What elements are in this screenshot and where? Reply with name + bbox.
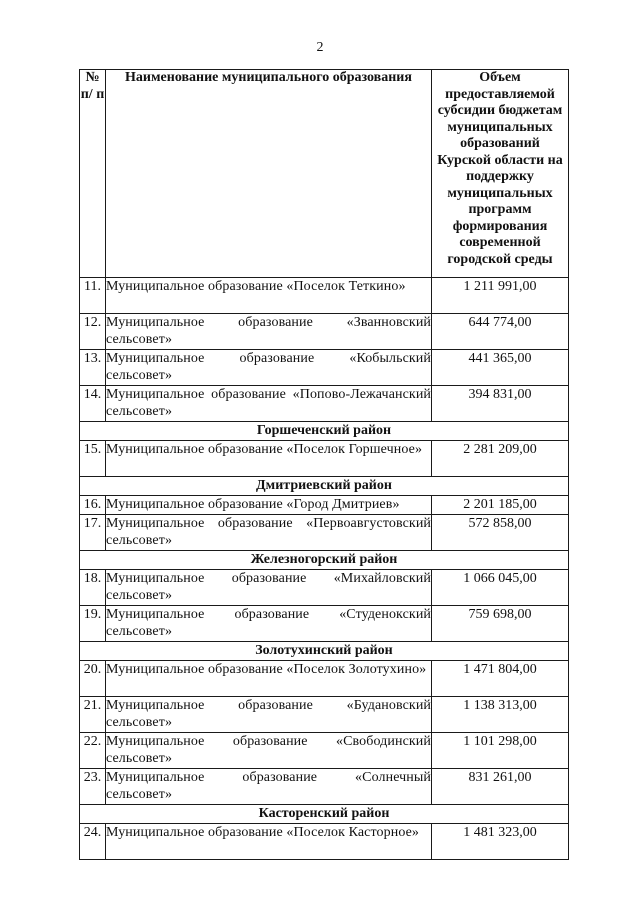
table-row — [80, 824, 569, 860]
row-number: 13. — [80, 350, 106, 386]
district-name: Золотухинский район — [80, 642, 569, 661]
table-body — [80, 70, 569, 860]
municipality-name: Муниципальное образование «Студенокский сельсовет» — [106, 606, 432, 642]
row-number: 18. — [80, 570, 106, 606]
district-name: Дмитриевский район — [80, 477, 569, 496]
district-header-row — [80, 422, 569, 441]
row-number: 16. — [80, 496, 106, 515]
row-number: 24. — [80, 824, 106, 860]
district-header-row — [80, 805, 569, 824]
row-number: 23. — [80, 769, 106, 805]
subsidy-amount: 1 138 313,00 — [432, 697, 569, 733]
subsidy-amount: 1 211 991,00 — [432, 278, 569, 314]
municipality-name: Муниципальное образование «Званновский сельсовет» — [106, 314, 432, 350]
subsidy-amount: 759 698,00 — [432, 606, 569, 642]
table-row — [80, 314, 569, 350]
row-number: 21. — [80, 697, 106, 733]
municipality-name: Муниципальное образование «Город Дмитриев» — [106, 496, 432, 515]
subsidy-amount: 2 281 209,00 — [432, 441, 569, 477]
table-header-row — [80, 70, 569, 278]
district-name: Касторенский район — [80, 805, 569, 824]
district-header-row — [80, 477, 569, 496]
municipality-name: Муниципальное образование «Поселок Золотухино» — [106, 661, 432, 697]
table-row — [80, 733, 569, 769]
municipality-name: Муниципальное образование «Михайловский сельсовет» — [106, 570, 432, 606]
municipality-name: Муниципальное образование «Поселок Горшечное» — [106, 441, 432, 477]
municipality-name: Муниципальное образование «Будановский сельсовет» — [106, 697, 432, 733]
table-row — [80, 769, 569, 805]
page-number: 2 — [316, 40, 324, 55]
table-row — [80, 606, 569, 642]
table-row — [80, 570, 569, 606]
district-header-row — [80, 551, 569, 570]
municipality-name: Муниципальное образование «Солнечный сельсовет» — [106, 769, 432, 805]
table-row — [80, 441, 569, 477]
district-header-row — [80, 642, 569, 661]
subsidy-amount: 644 774,00 — [432, 314, 569, 350]
subsidy-table — [79, 69, 569, 860]
subsidy-amount: 831 261,00 — [432, 769, 569, 805]
row-number: 22. — [80, 733, 106, 769]
subsidy-amount: 441 365,00 — [432, 350, 569, 386]
row-number: 19. — [80, 606, 106, 642]
table-row — [80, 515, 569, 551]
row-number: 17. — [80, 515, 106, 551]
subsidy-amount: 1 471 804,00 — [432, 661, 569, 697]
row-number: 15. — [80, 441, 106, 477]
municipality-name: Муниципальное образование «Кобыльский сельсовет» — [106, 350, 432, 386]
table-row — [80, 386, 569, 422]
municipality-name: Муниципальное образование «Свободинский сельсовет» — [106, 733, 432, 769]
table-row — [80, 697, 569, 733]
header-name: Наименование муниципального образования — [106, 70, 432, 278]
subsidy-amount: 1 066 045,00 — [432, 570, 569, 606]
table-row — [80, 350, 569, 386]
table-row — [80, 278, 569, 314]
subsidy-amount: 1 481 323,00 — [432, 824, 569, 860]
municipality-name: Муниципальное образование «Первоавгустовский сельсовет» — [106, 515, 432, 551]
table-row — [80, 661, 569, 697]
row-number: 20. — [80, 661, 106, 697]
municipality-name: Муниципальное образование «Поселок Теткино» — [106, 278, 432, 314]
subsidy-amount: 2 201 185,00 — [432, 496, 569, 515]
subsidy-amount: 1 101 298,00 — [432, 733, 569, 769]
header-number: № п/ п — [80, 70, 106, 278]
row-number: 11. — [80, 278, 106, 314]
header-amount: Объем предоставляемой субсидии бюджетам муниципальных образований Курской области на поддержку муниципальных программ формирования современной городской среды — [432, 70, 569, 278]
row-number: 12. — [80, 314, 106, 350]
row-number: 14. — [80, 386, 106, 422]
district-name: Железногорский район — [80, 551, 569, 570]
subsidy-amount: 572 858,00 — [432, 515, 569, 551]
district-name: Горшеченский район — [80, 422, 569, 441]
municipality-name: Муниципальное образование «Поселок Касторное» — [106, 824, 432, 860]
subsidy-amount: 394 831,00 — [432, 386, 569, 422]
municipality-name: Муниципальное образование «Попово-Лежачанский сельсовет» — [106, 386, 432, 422]
table-row — [80, 496, 569, 515]
